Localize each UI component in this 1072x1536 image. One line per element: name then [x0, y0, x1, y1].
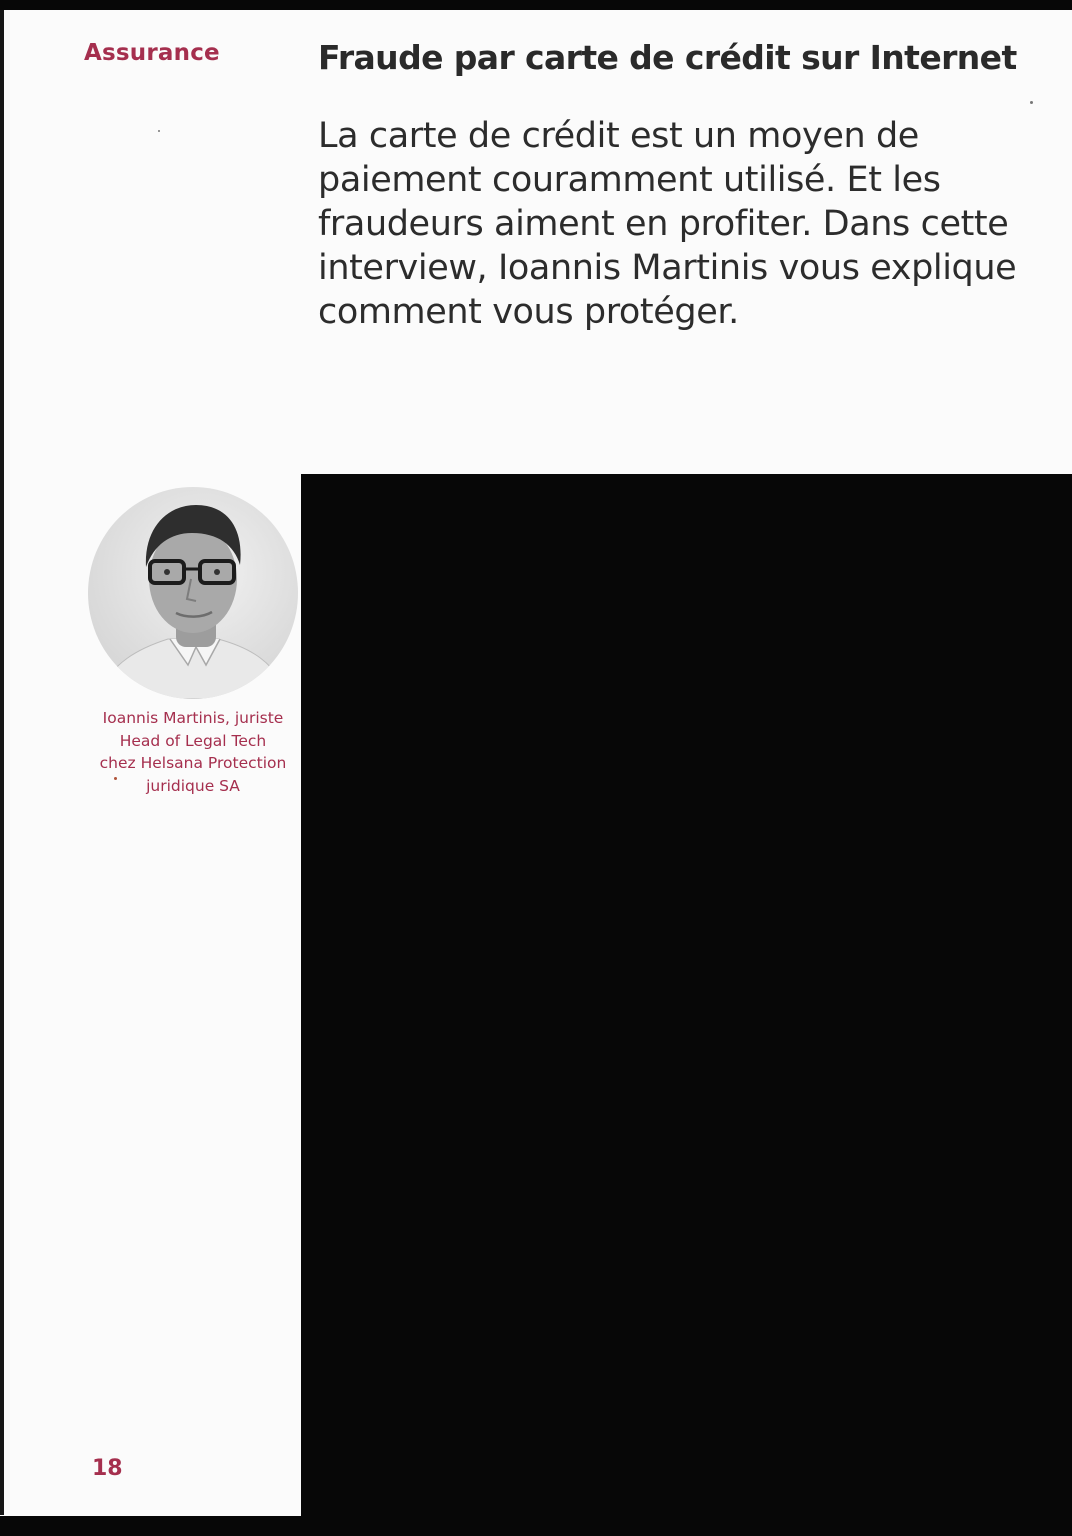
article-lead: La carte de crédit est un moyen de paiement couramment utilisé. Et les fraudeurs aiment en profiter. Dans cette interview, Ioannis Martinis vous explique comment vous protéger. [318, 116, 1017, 332]
scan-speck [1030, 101, 1033, 104]
caption-line: Ioannis Martinis, juriste [102, 709, 284, 727]
portrait-photo [88, 487, 298, 699]
caption-line: juridique SA [146, 776, 240, 795]
portrait-caption [82, 707, 304, 797]
page-number: 18 [92, 1456, 123, 1481]
section-label: Assurance [84, 40, 220, 66]
scan-speck [158, 130, 160, 132]
scan-speck [114, 777, 117, 780]
scan-edge-shadow [0, 10, 4, 1515]
article-title: Fraude par carte de crédit sur Internet [318, 38, 1017, 77]
caption-line: Head of Legal Tech [119, 731, 267, 750]
caption-line: chez Helsana Protection [99, 754, 287, 772]
